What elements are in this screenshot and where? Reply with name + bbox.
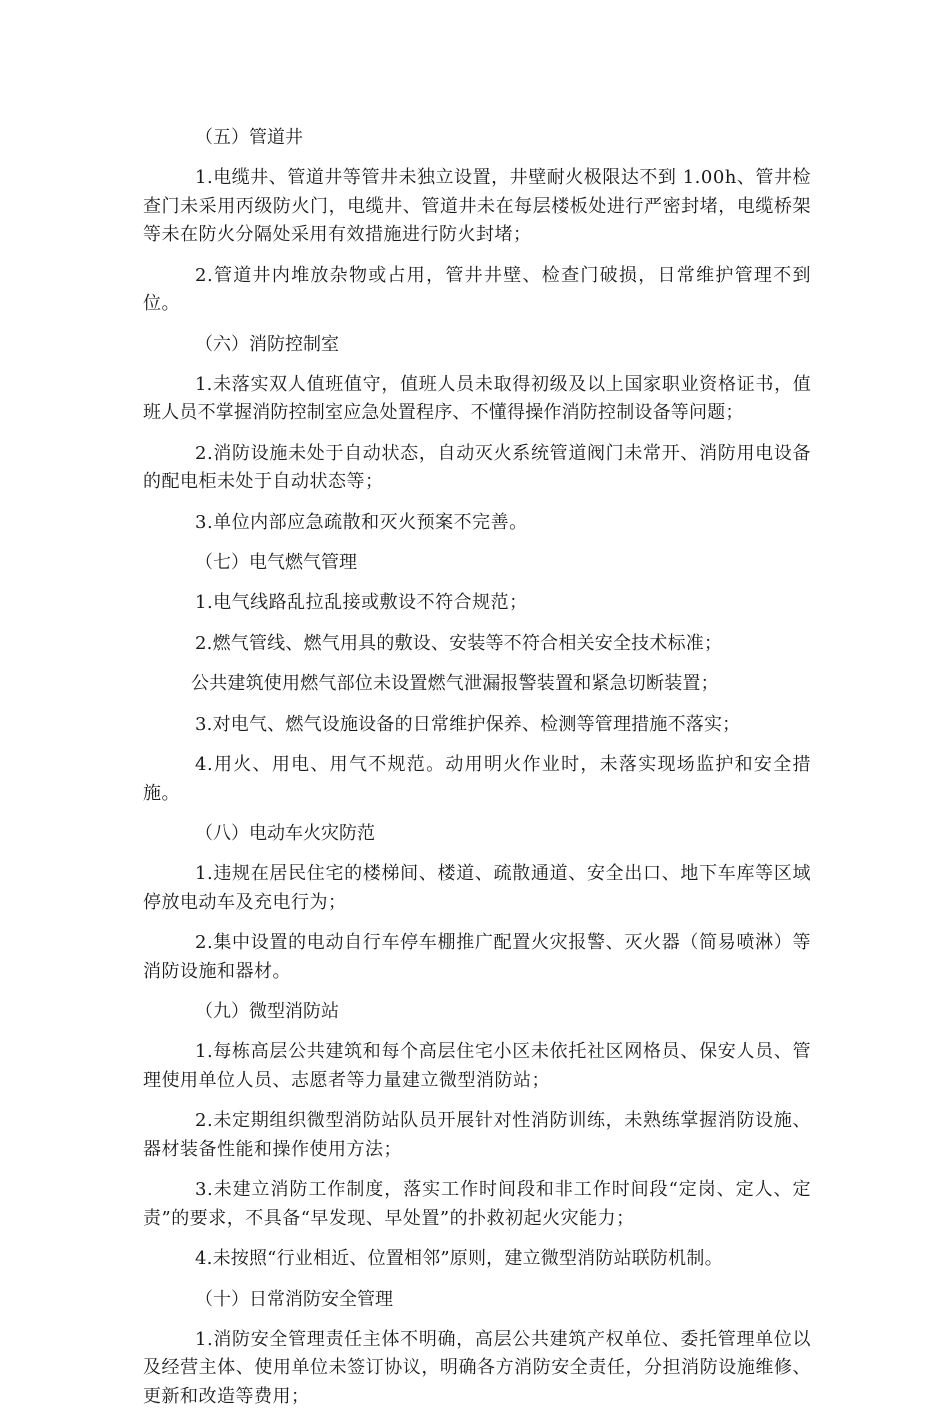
section-heading-6: （六）消防控制室 (195, 333, 339, 355)
paragraph: 2.消防设施未处于自动状态，自动灭火系统管道阀门未常开、消防用电设备的配电柜未处于自动状态等； (143, 442, 811, 492)
paragraph: 1.每栋高层公共建筑和每个高层住宅小区未依托社区网格员、保安人员、管理使用单位人员、志愿者等力量建立微型消防站； (143, 1041, 811, 1091)
paragraph: 3.单位内部应急疏散和灭火预案不完善。 (195, 511, 528, 533)
document-body (143, 124, 811, 1423)
paragraph: 1.电气线路乱拉乱接或敷设不符合规范； (195, 592, 528, 613)
section-heading-5: （五）管道井 (195, 127, 303, 148)
section-heading-8: （八）电动车火灾防范 (195, 823, 375, 844)
paragraph: 4.用火、用电、用气不规范。动用明火作业时，未落实现场监护和安全措施。 (143, 754, 811, 804)
paragraph: 3.未建立消防工作制度，落实工作时间段和非工作时间段“定岗、定人、定责”的要求，不具备“早发现、早处置”的扑救初起火灾能力； (143, 1179, 811, 1229)
paragraph: 2.集中设置的电动自行车停车棚推广配置火灾报警、灭火器（简易喷淋）等消防设施和器材。 (143, 932, 811, 982)
paragraph: 2.燃气管线、燃气用具的敷设、安装等不符合相关安全技术标准； (195, 632, 723, 654)
paragraph: 1.违规在居民住宅的楼梯间、楼道、疏散通道、安全出口、地下车库等区域停放电动车及充电行为； (143, 863, 811, 913)
paragraph: 1.消防安全管理责任主体不明确，高层公共建筑产权单位、委托管理单位以及经营主体、使用单位未签订协议，明确各方消防安全责任，分担消防设施维修、更新和改造等费用； (143, 1328, 811, 1407)
paragraph: 2.管道井内堆放杂物或占用，管井井壁、检查门破损，日常维护管理不到位。 (143, 264, 811, 314)
paragraph: 1.电缆井、管道井等管井未独立设置，井壁耐火极限达不到 1.00h、管井检查门未采用丙级防火门，电缆井、管道井未在每层楼板处进行严密封堵，电缆桥架等未在防火分隔处采用有效措施进行防火封堵； (143, 167, 811, 245)
section-heading-7: （七）电气燃气管理 (195, 552, 357, 573)
paragraph: 1.未落实双人值班值守，值班人员未取得初级及以上国家职业资格证书，值班人员不掌握消防控制室应急处置程序、不懂得操作消防控制设备等问题； (143, 373, 811, 423)
paragraph: 公共建筑使用燃气部位未设置燃气泄漏报警装置和紧急切断装置； (191, 673, 719, 694)
paragraph: 2.未定期组织微型消防站队员开展针对性消防训练，未熟练掌握消防设施、器材装备性能和操作使用方法； (143, 1110, 811, 1160)
section-heading-9: （九）微型消防站 (195, 1001, 339, 1022)
section-heading-10: （十）日常消防安全管理 (195, 1288, 393, 1310)
paragraph: 3.对电气、燃气设施设备的日常维护保养、检测等管理措施不落实； (195, 713, 741, 735)
paragraph: 4.未按照“行业相近、位置相邻”原则，建立微型消防站联防机制。 (195, 1248, 723, 1269)
